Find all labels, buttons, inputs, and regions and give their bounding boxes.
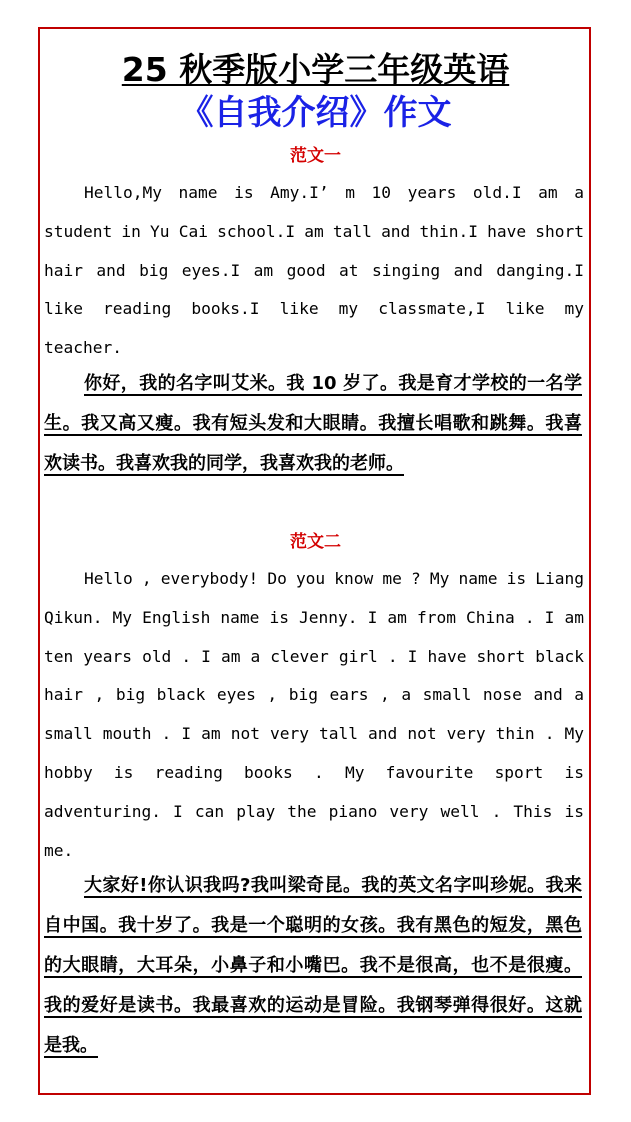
title-line-1: 25 秋季版小学三年级英语 — [121, 50, 510, 89]
essay1-label: 范文一 — [290, 146, 341, 166]
page-subtitle: 《自我介绍》作文 — [179, 93, 452, 133]
essay1-english-text: Hello,My name is Amy.I’ m 10 years old.I am a student in Yu Cai school.I am tall and thin.I have short hair and big eyes.I am good at singing and danging.I like reading books.I like my classmate,I like my teacher. — [44, 183, 584, 358]
essay1-chinese-text — [44, 364, 582, 484]
essay2-label: 范文二 — [290, 532, 341, 552]
essay2-chinese-underlined: 大家好!你认识我吗?我叫梁奇昆。我的英文名字叫珍妮。我来自中国。我十岁了。我是一个聪明的女孩。我有黑色的短发，黑色的大眼睛，大耳朵，小鼻子和小嘴巴。我不是很高，也不是很瘦。我的爱好是读书。我最喜欢的运动是冒险。我钢琴弹得很好。这就是我。 — [44, 875, 582, 1056]
page-title — [0, 50, 631, 90]
essay1-chinese-underlined: 你好，我的名字叫艾米。我 10 岁了。我是育才学校的一名学生。我又高又瘦。我有短头发和大眼睛。我擅长唱歌和跳舞。我喜欢读书。我喜欢我的同学，我喜欢我的老师。 — [44, 373, 582, 474]
essay2-english-text: Hello , everybody! Do you know me ? My name is Liang Qikun. My English name is Jenny. I am from China . I am ten years old . I am a clever girl . I have short black hair , big black eyes , big ears , a small nose and a small mouth . I am not very tall and not very thin . My hobby is reading books . My favourite sport is adventuring. I can play the piano very well . This is me. — [44, 569, 584, 860]
essay2-chinese-text — [44, 866, 582, 1066]
